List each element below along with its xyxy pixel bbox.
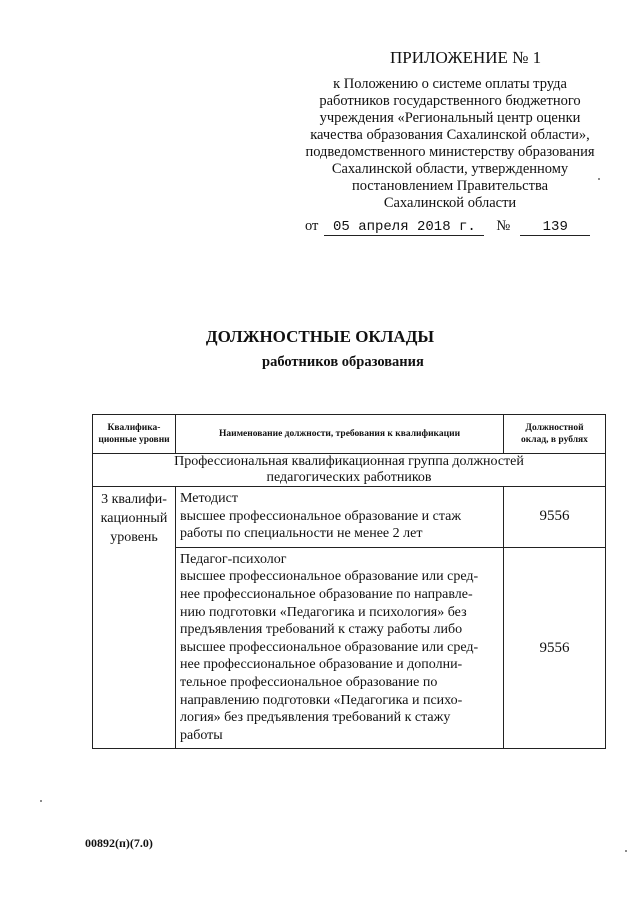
salary-table	[92, 414, 606, 749]
salary-value: 9556	[504, 487, 606, 548]
position-line: нию подготовки «Педагогика и психология» без	[180, 604, 467, 620]
appendix-line: работников государственного бюджетного	[319, 93, 581, 109]
number-prefix: №	[496, 218, 511, 234]
appendix-title: ПРИЛОЖЕНИЕ № 1	[390, 48, 542, 67]
level-line: кационный	[100, 511, 168, 526]
group-title-line: Профессиональная квалификационная группа должностей	[174, 454, 524, 469]
document-subtitle: работников образования	[262, 354, 424, 370]
table-header-row	[93, 415, 606, 454]
position-psychologist	[176, 547, 504, 749]
position-line: Педагог-психолог	[180, 551, 287, 567]
appendix-line: подведомственного министерству образования	[305, 144, 595, 160]
appendix-line: постановлением Правительства	[351, 178, 549, 194]
header-position: Наименование должности, требования к квалификации	[176, 415, 504, 454]
position-line: направлению подготовки «Педагогика и психо-	[180, 692, 463, 708]
appendix-line: Сахалинской области	[383, 195, 517, 211]
group-title	[93, 454, 606, 487]
scan-speck	[598, 178, 600, 180]
header-salary	[504, 415, 606, 454]
approval-line	[305, 218, 590, 236]
position-line: логия» без предъявления требований к стажу	[180, 710, 451, 726]
level-line: уровень	[110, 530, 158, 545]
position-line: нее профессиональное образование по направле-	[180, 586, 473, 602]
appendix-line: учреждения «Региональный центр оценки	[319, 110, 581, 126]
position-line: работы	[180, 727, 223, 743]
position-line: высшее профессиональное образование или сред-	[180, 569, 479, 585]
header-level-line: Квалифика-	[107, 423, 161, 433]
approval-number: 139	[520, 219, 590, 236]
header-salary-line: Должностной	[525, 423, 584, 433]
position-line: нее профессиональное образование и дополни-	[180, 657, 463, 673]
position-line: Методист	[180, 491, 238, 506]
position-line: работы по специальности не менее 2 лет	[180, 526, 423, 542]
level-line: 3 квалифи-	[101, 492, 167, 507]
position-methodist	[176, 487, 504, 548]
salary-value: 9556	[504, 547, 606, 749]
group-row	[93, 454, 606, 487]
header-level-line: ционные уровни	[98, 435, 170, 445]
appendix-line: к Положению о системе оплаты труда	[333, 76, 567, 92]
header-salary-line: оклад, в рублях	[521, 435, 588, 445]
position-line: предъявления требований к стажу работы либо	[180, 622, 463, 638]
header-level	[93, 415, 176, 454]
position-line: высшее профессиональное образование или сред-	[180, 639, 479, 655]
appendix-reference	[280, 76, 620, 212]
scan-speck	[625, 850, 627, 852]
position-line: высшее профессиональное образование и стаж	[180, 508, 462, 524]
position-line: тельное профессиональное образование по	[180, 674, 438, 690]
appendix-line: Сахалинской области, утвержденному	[331, 161, 569, 177]
approval-date: 05 апреля 2018 г.	[324, 219, 484, 236]
qualification-level	[93, 487, 176, 749]
group-title-line: педагогических работников	[266, 470, 432, 485]
appendix-line: качества образования Сахалинской области»,	[310, 127, 590, 143]
table-row	[93, 487, 606, 548]
date-prefix: от	[305, 218, 319, 234]
scan-speck	[40, 800, 42, 802]
form-code: 00892(п)(7.0)	[85, 836, 153, 850]
document-title: ДОЛЖНОСТНЫЕ ОКЛАДЫ	[205, 327, 435, 346]
